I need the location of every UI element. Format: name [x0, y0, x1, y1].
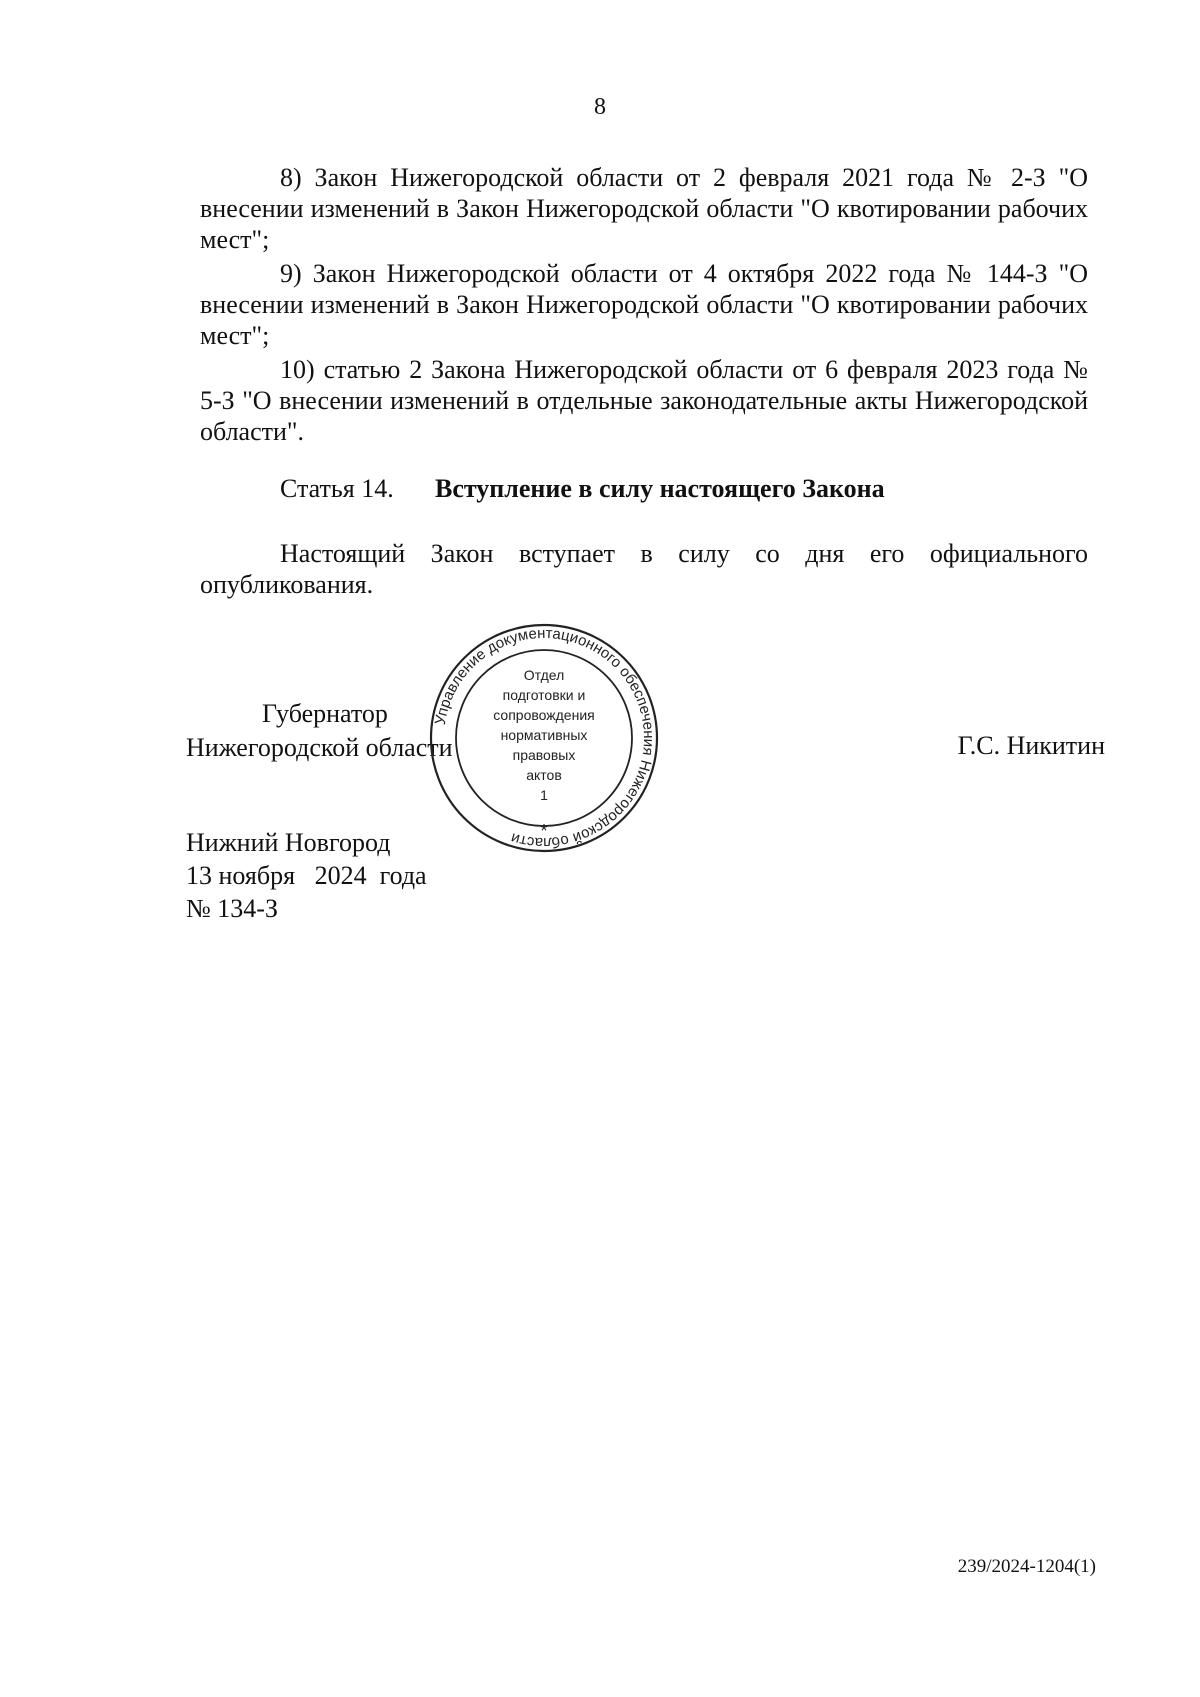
law-number: № 134-З: [186, 894, 278, 923]
page-number: 8: [594, 94, 606, 120]
article-number: Статья 14.: [280, 474, 394, 503]
article-body: Настоящий Закон вступает в силу со дня его официального опубликования.: [200, 539, 1088, 599]
date: 13 ноября 2024 года: [186, 861, 427, 890]
list-item: 8) Закон Нижегородской области от 2 февраля 2021 года № 2-З "О внесении изменений в Закон Нижегородской области "О квотировании рабочих мест";: [200, 163, 1088, 254]
city: Нижний Новгород: [186, 828, 391, 857]
stamp-outer-text: Управление документационного обеспечения Нижегородской области: [431, 624, 658, 852]
stamp-line: 1: [540, 787, 548, 803]
stamp-line: правовых: [512, 747, 576, 763]
signatory-position: [186, 697, 453, 765]
stamp-line: подготовки и: [502, 687, 586, 703]
place-date-block: [186, 826, 427, 925]
stamp-line: актов: [526, 767, 562, 783]
official-stamp: [428, 622, 660, 854]
article-title: Вступление в силу настоящего Закона: [435, 474, 885, 503]
list-item: 10) статью 2 Закона Нижегородской области от 6 февраля 2023 года № 5-З "О внесении изменений в отдельные законодательные акты Нижегородской области".: [200, 355, 1088, 446]
article-heading: [280, 474, 885, 504]
stamp-line: нормативных: [500, 727, 588, 743]
stamp-line: Отдел: [523, 667, 565, 683]
stamp-star-icon: *: [540, 821, 548, 841]
position-line: Губернатор: [262, 699, 388, 728]
stamp-line: сопровождения: [493, 707, 595, 723]
document-code: 239/2024-1204(1): [957, 1556, 1096, 1577]
position-line: Нижегородской области: [186, 733, 453, 762]
signatory-name: Г.С. Никитин: [957, 731, 1105, 760]
list-item: 9) Закон Нижегородской области от 4 октября 2022 года № 144-З "О внесении изменений в Закон Нижегородской области "О квотировании рабочих мест";: [200, 259, 1088, 350]
